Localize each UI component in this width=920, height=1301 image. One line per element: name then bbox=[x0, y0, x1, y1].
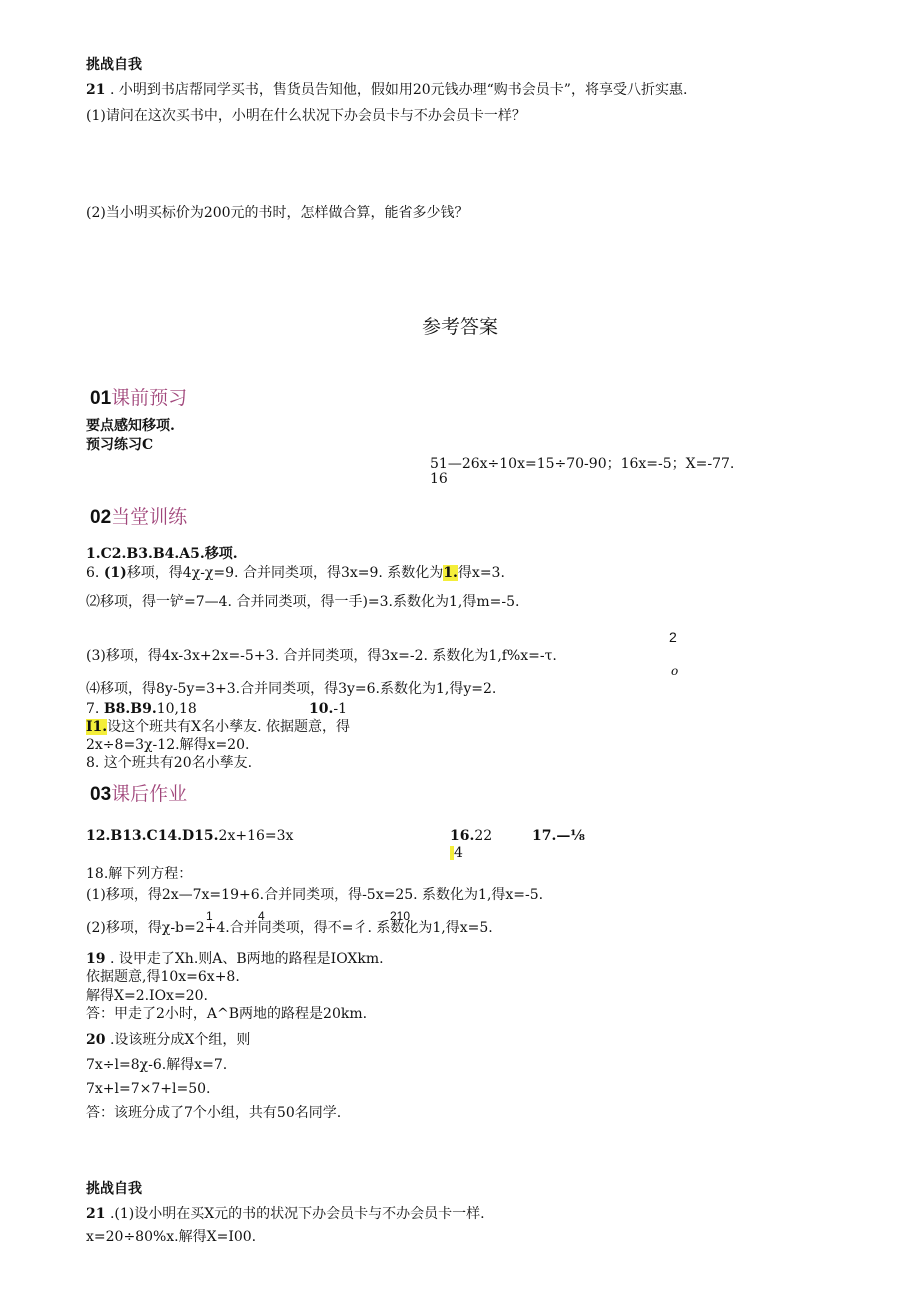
section-number: 03 bbox=[90, 784, 112, 805]
question-21 bbox=[86, 81, 687, 99]
answer-line bbox=[86, 827, 293, 845]
answer-text: 得x=3. bbox=[457, 565, 505, 581]
item-number: 7. bbox=[86, 701, 104, 717]
answer-line bbox=[86, 718, 350, 736]
answer-text: .设该班分成X个组，则 bbox=[109, 1032, 251, 1048]
question-text: . 小明到书店帮同学买书，售货员告知他，假如用20元钱办理“购书会员卡”，将享受八折实惠. bbox=[109, 82, 688, 98]
section-label: 课前预习 bbox=[111, 387, 188, 409]
answer-text: 22 bbox=[474, 828, 493, 844]
section-label: 课后作业 bbox=[111, 783, 188, 805]
answer-text: 12.B13.C14.D15. bbox=[86, 828, 219, 844]
question-part-2: (2)当小明买标价为200元的书时，怎样做合算，能省多少钱？ bbox=[86, 205, 469, 221]
section-number: 01 bbox=[90, 388, 112, 409]
answer-line: 7x÷l=8χ-6.解得x=7. bbox=[86, 1057, 228, 1073]
item-number: 10. bbox=[309, 701, 334, 717]
fraction-numerator: 4 bbox=[258, 909, 265, 923]
answer-text: 10,18 bbox=[156, 701, 197, 717]
answer-line: ⑷移项，得8y-5y=3+3.合并同类项，得3y=6.系数化为1,得y=2. bbox=[86, 681, 497, 697]
answer-line: (2)移项，得χ-b=2+4.合并同类项，得不=彳. 系数化为1,得x=5. bbox=[86, 920, 493, 936]
answer-text: -1 bbox=[333, 701, 347, 717]
fraction-denominator: o bbox=[671, 664, 679, 678]
answer-line: 51—26x÷10x=15÷70-90；16x=-5；X=-77. bbox=[430, 456, 735, 472]
section-label: 当堂训练 bbox=[111, 506, 188, 528]
question-part-1: (1)请问在这次买书中，小明在什么状况下办会员卡与不办会员卡一样？ bbox=[86, 108, 526, 124]
answer-line bbox=[86, 564, 505, 582]
answer-line bbox=[86, 1031, 250, 1049]
question-number: 21 bbox=[86, 82, 106, 98]
item-number: 20 bbox=[86, 1032, 106, 1048]
part-number: (1) bbox=[103, 565, 127, 581]
answer-line: (3)移项，得4x-3x+2x=-5+3. 合并同类项，得3x=-2. 系数化为1,f%x=-τ. bbox=[86, 648, 557, 664]
answer-line: 8. 这个班共有20名小孳友. bbox=[86, 755, 253, 771]
fraction-numerator: 1 bbox=[206, 909, 213, 923]
answer-line bbox=[86, 950, 384, 968]
answer-line: 18.解下列方程： bbox=[86, 866, 193, 882]
answers-title: 参考答案 bbox=[421, 316, 498, 338]
item-number: 19 bbox=[86, 951, 106, 967]
answer-text: 2x+16=3x bbox=[218, 828, 294, 844]
answer-text: B8.B9. bbox=[103, 701, 157, 717]
item-number: 21 bbox=[86, 1206, 106, 1222]
section-number: 02 bbox=[90, 507, 112, 528]
answer-fraction: 16 bbox=[430, 471, 448, 487]
answer-line bbox=[86, 700, 197, 718]
fraction-denominator: 4 bbox=[454, 845, 463, 861]
section-02-header bbox=[90, 505, 187, 530]
item-number: 16. bbox=[450, 828, 475, 844]
answer-text: .(1)设小明在买X元的书的状况下办会员卡与不办会员卡一样. bbox=[109, 1206, 485, 1222]
answer-line bbox=[309, 700, 347, 718]
highlight-mark: I1. bbox=[86, 719, 108, 735]
answer-line: 答：该班分成了7个小组，共有50名同学. bbox=[86, 1105, 342, 1121]
answer-fraction bbox=[450, 844, 463, 862]
answer-line: 解得X=2.IOx=20. bbox=[86, 988, 208, 1004]
practice-line: 预习练习C bbox=[86, 437, 154, 453]
section-03-header bbox=[90, 782, 187, 807]
answer-line bbox=[86, 1205, 485, 1223]
key-point-line: 要点感知移项. bbox=[86, 418, 175, 434]
answer-line: 依据题意,得10x=6x+8. bbox=[86, 969, 240, 985]
section-heading: 挑战自我 bbox=[86, 57, 142, 73]
answer-line bbox=[450, 827, 492, 845]
answer-line: (1)移项，得2x—7x=19+6.合并同类项，得-5x=25. 系数化为1,得x=-5. bbox=[86, 887, 544, 903]
answer-line: 2x÷8=3χ-12.解得x=20. bbox=[86, 737, 250, 753]
answer-text: 设这个班共有X名小孳友. 依据题意，得 bbox=[107, 719, 351, 735]
section-01-header bbox=[90, 386, 187, 411]
section-heading: 挑战自我 bbox=[86, 1181, 142, 1197]
fraction-numerator: 210 bbox=[390, 909, 411, 923]
answer-line: x=20÷80%x.解得X=I00. bbox=[86, 1229, 257, 1245]
answer-text: 移项，得4χ-χ=9. 合并同类项，得3x=9. 系数化为 bbox=[126, 565, 444, 581]
answer-line: ⑵移项，得一铲=7—4. 合并同类项，得一手)=3.系数化为1,得m=-5. bbox=[86, 594, 520, 610]
answer-line: 1.C2.B3.B4.A5.移项. bbox=[86, 546, 238, 562]
fraction-numerator: 2 bbox=[669, 629, 677, 645]
answer-text: . 设甲走了Xh.则A、B两地的路程是IOXkm. bbox=[109, 951, 384, 967]
answer-line: 答：甲走了2小时，A^B两地的路程是20km. bbox=[86, 1006, 368, 1022]
highlight-mark: 1. bbox=[443, 565, 458, 581]
answer-line: 17.—⅛ bbox=[532, 828, 585, 844]
answer-line: 7x+l=7×7+l=50. bbox=[86, 1081, 211, 1097]
item-number: 6. bbox=[86, 565, 104, 581]
